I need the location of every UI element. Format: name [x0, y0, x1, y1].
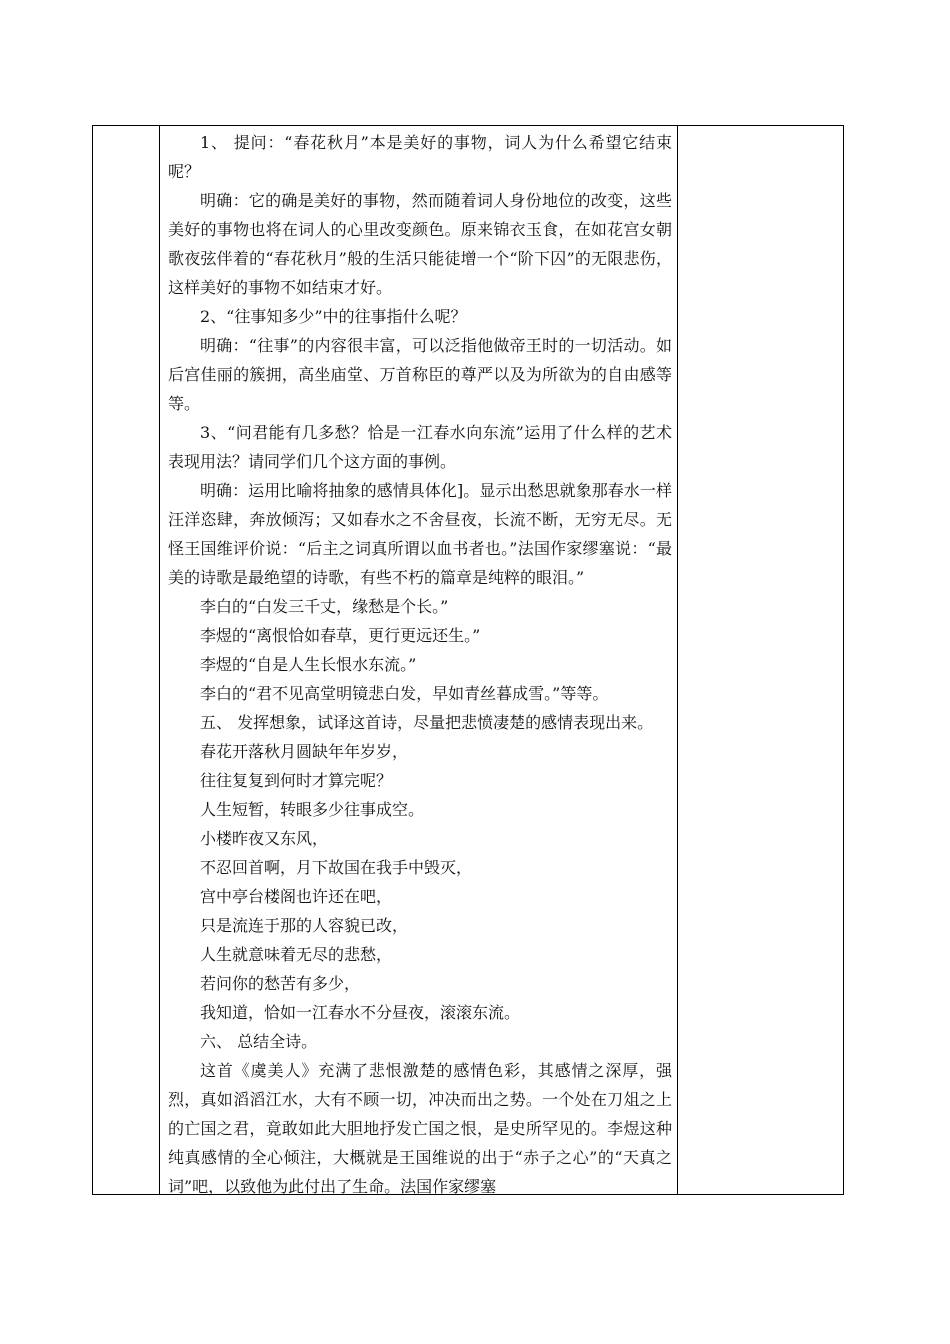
paragraph: 六、 总结全诗。 [200, 1032, 318, 1051]
quote-line: 李白的“白发三千丈，缘愁是个长。” [200, 597, 449, 616]
quote-line: 李煜的“离恨恰如春草，更行更远还生。” [200, 626, 481, 645]
lesson-table [92, 125, 844, 1195]
quote-line: 李白的“君不见高堂明镜悲白发，早如青丝暮成雪。”等等。 [200, 684, 609, 703]
poem-line: 宫中亭台楼阁也许还在吧， [200, 887, 393, 906]
poem-line: 小楼昨夜又东风， [200, 829, 329, 848]
paragraph: 明确：运用比喻将抽象的感情具体化]。显示出愁思就象那春水一样汪洋恣肆，奔放倾泻；又如春水之不舍昼夜，长流不断，无穷无尽。无怪王国维评价说：“后主之词真所谓以血书者也。”法国作家缪塞说：“最美的诗歌是最绝望的诗歌，有些不朽的篇章是纯粹的眼泪。” [168, 481, 672, 587]
quote-line: 李煜的“自是人生长恨水东流。” [200, 655, 417, 674]
column-divider [159, 126, 160, 1194]
table-cell-right [678, 126, 843, 1194]
poem-line: 往往复复到何时才算完呢？ [200, 771, 393, 790]
paragraph: 3、“问君能有几多愁？恰是一江春水向东流”运用了什么样的艺术表现用法？请同学们几个这方面的事例。 [168, 423, 672, 471]
paragraph: 明确：它的确是美好的事物，然而随着词人身份地位的改变，这些美好的事物也将在词人的心里改变颜色。原来锦衣玉食，在如花宫女朝歌夜弦伴着的“春花秋月”般的生活只能徒增一个“阶下囚”的无限悲伤，这样美好的事物不如结束才好。 [168, 191, 672, 297]
poem-line: 若问你的愁苦有多少， [200, 974, 361, 993]
poem-line: 不忍回首啊，月下故国在我手中毁灭， [200, 858, 473, 877]
poem-line: 只是流连于那的人容貌已改， [200, 916, 409, 935]
paragraph: 这首《虞美人》充满了悲恨激楚的感情色彩，其感情之深厚，强烈，真如滔滔江水，大有不顾一切，冲决而出之势。一个处在刀俎之上的亡国之君，竟敢如此大胆地抒发亡国之恨，是史所罕见的。李煜这种纯真感情的全心倾注，大概就是王国维说的出于“赤子之心”的“天真之词”吧，以致他为此付出了生命。法国作家缪塞 [168, 1061, 672, 1196]
paragraph: 明确：“往事”的内容很丰富，可以泛指他做帝王时的一切活动。如后宫佳丽的簇拥，高坐庙堂、万首称臣的尊严以及为所欲为的自由感等等。 [168, 336, 672, 413]
table-cell-content [168, 128, 672, 1201]
poem-line: 人生就意味着无尽的悲愁， [200, 945, 393, 964]
table-cell-left [93, 126, 159, 1194]
poem-line: 人生短暂，转眼多少往事成空。 [200, 800, 425, 819]
paragraph: 1、 提问：“春花秋月”本是美好的事物，词人为什么希望它结束呢？ [168, 133, 672, 181]
paragraph: 2、“往事知多少”中的往事指什么呢？ [200, 307, 467, 326]
poem-line: 春花开落秋月圆缺年年岁岁， [200, 742, 409, 761]
poem-line: 我知道，恰如一江春水不分昼夜，滚滚东流。 [200, 1003, 521, 1022]
paragraph: 五、 发挥想象，试译这首诗，尽量把悲愤凄楚的感情表现出来。 [200, 713, 654, 732]
